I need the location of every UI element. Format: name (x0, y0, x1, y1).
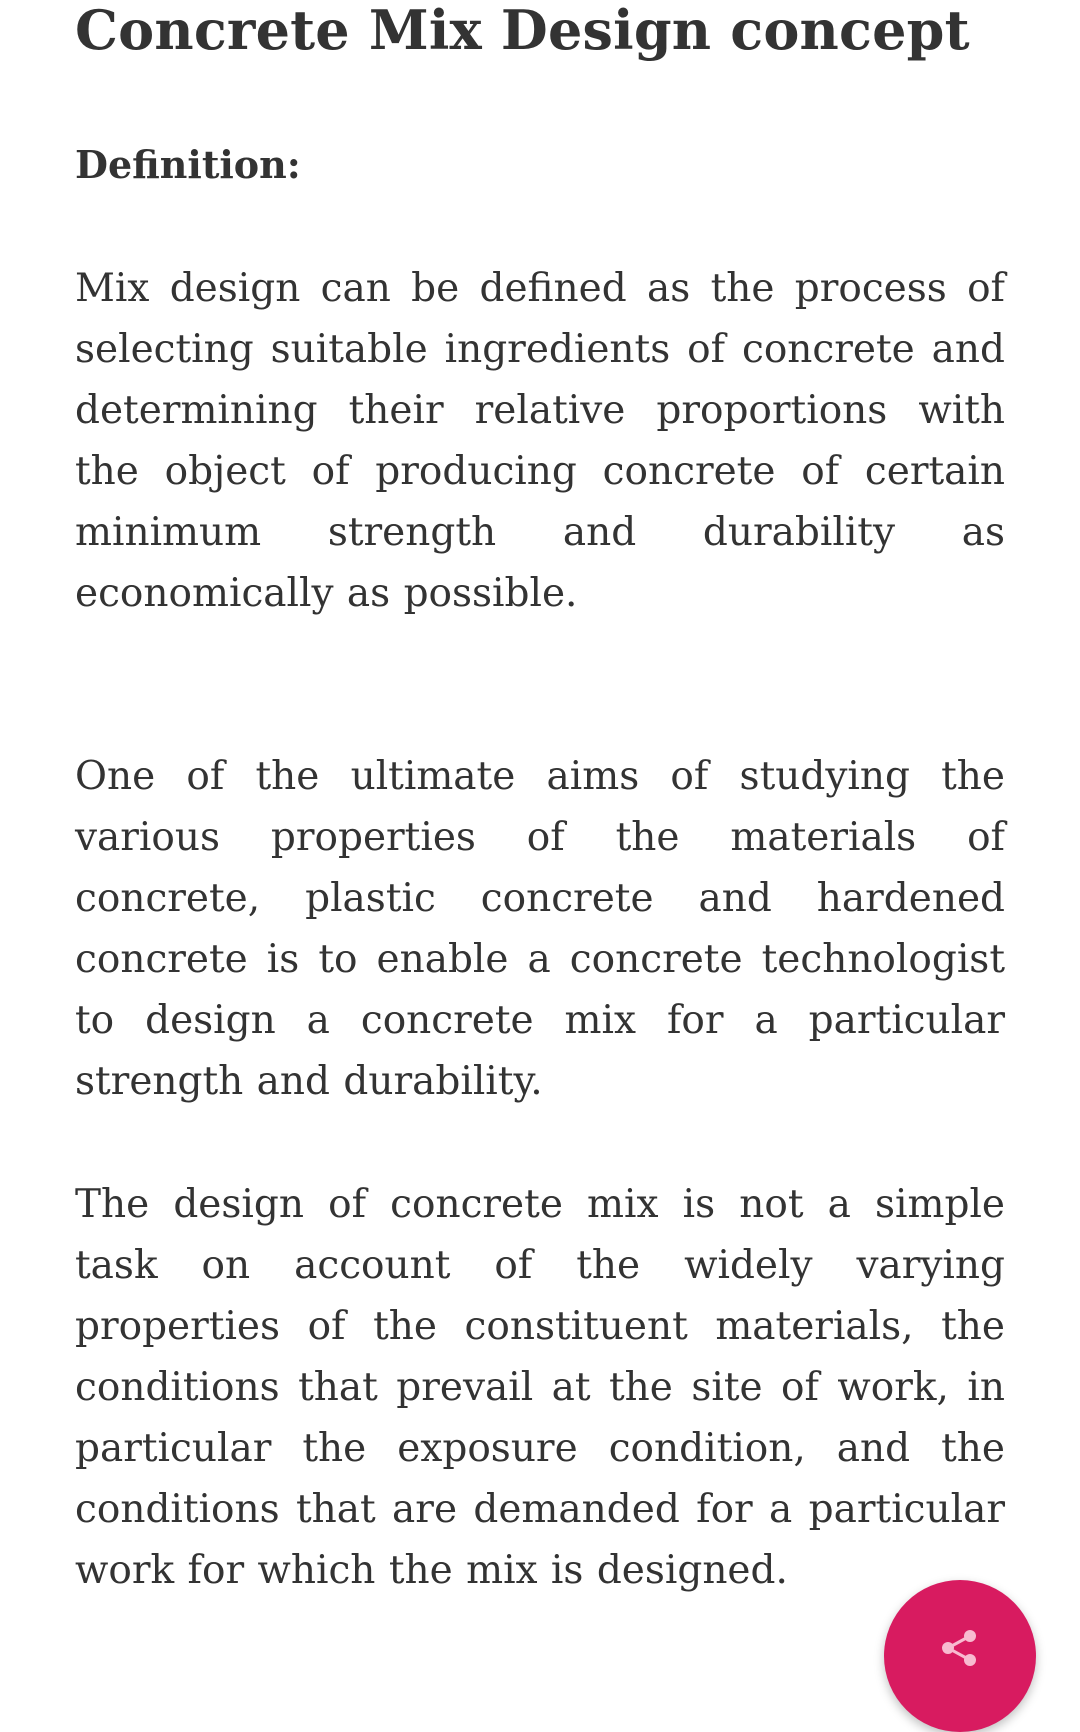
paragraph-aims: One of the ultimate aims of studying the various properties of the materials of concrete, plastic concrete and hardened concrete is to enable a concrete technologist to design a concrete mix for a particular strength and durability. (75, 754, 1005, 1104)
share-button[interactable] (884, 1580, 1036, 1732)
paragraph-complexity: The design of concrete mix is not a simple task on account of the widely varying properties of the constituent materials, the conditions that prevail at the site of work, in particular the exposure condition, and the conditions that are demanded for a particular work for which the mix is designed. (75, 1182, 1005, 1593)
share-icon (940, 1628, 980, 1668)
page-title: Concrete Mix Design concept (75, 0, 970, 62)
paragraph-definition: Mix design can be defined as the process of selecting suitable ingredients of concrete and determining their relative proportions with the object of producing concrete of certain minimum strength and durability as economically as possible. (75, 266, 1005, 616)
definition-heading: Definition: (75, 142, 301, 187)
